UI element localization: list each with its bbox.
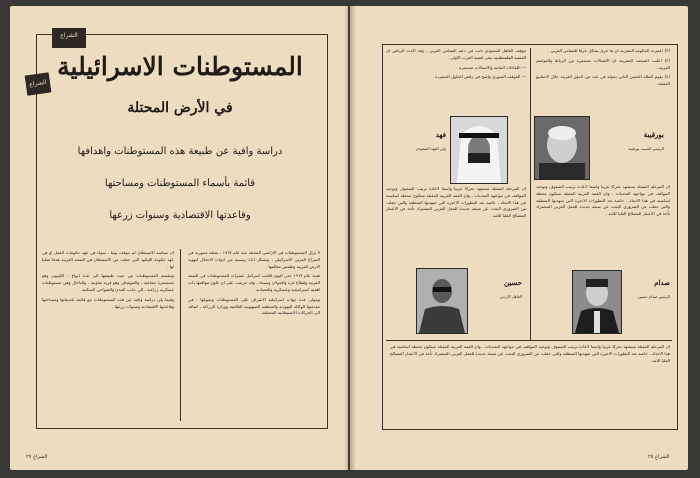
paragraph: (٣) اعلنت الصحف المغربية ان الاتصالات مستمرة بين الرباط والعواصم العربية . — [536, 57, 670, 70]
right-column-top-text — [536, 48, 670, 106]
paragraph: وتتولى عدة جهات اسرائيلية الاشراف على المستوطنات وتمويلها ، في مقدمتها الوكالة اليهودية والمنظمة الصهيونية العالمية ووزارة الزراعة ، اضافة الى الحركات الاستيطانية المختلفة . — [188, 296, 320, 316]
logo-text-bottom: الشراع — [28, 78, 48, 89]
left-page — [10, 6, 348, 470]
magazine-logo — [52, 28, 86, 48]
article-subtitle: في الأرض المحتلة — [127, 100, 233, 116]
paragraph: ان المرحلة المقبلة ستشهد تحركا عربيا واسعا لاعادة ترتيب الصفوف وتوحيد المواقف في مواجهة التحديات ، وان القمة العربية المقبلة ستكون محطة اساسية في هذا الاتجاه ، خاصة بعد التطورات الاخيرة التي شهدتها المنطقة والتي جعلت من الضروري البحث عن صيغة جديدة للعمل العربي المشترك تأخذ في الاعتبار المصالح العليا للامة . — [536, 184, 670, 217]
paragraph: ان المرحلة المقبلة ستشهد تحركا عربيا واسعا لاعادة ترتيب الصفوف وتوحيد المواقف في مواجهة التحديات ، وان القمة العربية المقبلة ستكون محطة اساسية في هذا الاتجاه ، خاصة بعد التطورات الاخيرة التي شهدتها المنطقة والتي جعلت من الضروري البحث عن صيغة جديدة للعمل العربي المشترك تأخذ في الاعتبار المصالح العليا للامة . — [390, 344, 670, 363]
left-article-column-left — [42, 250, 174, 422]
column-divider — [530, 48, 531, 340]
caption-name-saddam: صدام — [654, 278, 670, 287]
caption-name-hussein: حسين — [503, 278, 522, 287]
photo-fahd — [450, 116, 508, 184]
deck-line-2: قائمة بأسماء المستوطنات ومساحتها — [104, 178, 256, 189]
right-page — [350, 6, 688, 470]
paragraph: — اللقاءات الثنائية والاتصالات مستمرة . — [456, 64, 526, 70]
right-page-bottom-text — [390, 344, 670, 424]
page-number-left: الشراع ٢٧ — [26, 454, 48, 460]
paragraph: وفيما يلي دراسة وافية عن هذه المستوطنات مع قائمة باسمائها ومساحتها وقاعدتها الاقتصادية وسنوات زرعها . — [42, 296, 174, 309]
left-column-top-text — [386, 48, 526, 108]
deck-line-3: وقاعدتها الاقتصادية وسنوات زرعها — [109, 210, 251, 221]
caption-text-fahd: ولي العهد السعودي — [415, 146, 446, 151]
photo-saddam — [572, 270, 622, 334]
left-column-mid-text — [386, 186, 526, 264]
column-divider — [180, 249, 181, 421]
deck-line-1: دراسة وافية عن طبيعة هذه المستوطنات واهدافها — [77, 146, 283, 157]
logo-text-top: الشراع — [60, 32, 78, 39]
paragraph: (٢) اعتبرت الحكومة المغربية ان ما جرى يشكل خرقا للتضامن العربي . — [547, 48, 670, 53]
caption-name-bourguiba: بورقيبة — [643, 130, 664, 139]
photo-hussein — [416, 268, 468, 334]
caption-text-hussein: العاهل الاردني — [499, 294, 522, 299]
caption-text-bourguiba: الرئيس الحبيب بورقيبة — [628, 146, 664, 151]
paragraph: فمنذ عام ١٩٦٧ حتى اليوم اقامت اسرائيل عشرات المستوطنات في الضفة الغربية وقطاع غزة والجولان وسيناء ، وقد حرصت على ان تكون مواقعها ذات اهمية استراتيجية وعسكرية واقتصادية . — [188, 273, 320, 292]
photo-bourguiba — [534, 116, 590, 180]
article-title: المستوطنات الاسرائيلية — [57, 52, 303, 81]
right-column-mid-text — [536, 184, 670, 264]
paragraph: موقف العاهل السعودي ثابت في دعم التضامن العربي ، وقد اكدت الرياض ان القضية الفلسطينية تبقى قضية العرب الاولى . — [386, 48, 526, 60]
left-article-column-right — [188, 250, 320, 422]
paragraph: لا تزال المستوطنات في الاراضي المحتلة منذ عام ١٩٦٧ ، نقطة محورية في الصراع العربي الاسرائيلي ، وتشكل اداة رئيسية من ادوات الاحتلال لتهويد الارض العربية وطمس معالمها . — [188, 250, 320, 269]
paragraph: (٤) يقوم الملك الحسن الثاني بجولة في عدد من الدول العربية خلال الاسابيع المقبلة . — [536, 74, 670, 87]
paragraph: ان سياسة الاستيطان لم تتوقف يوما ، سواء في عهد حكومات العمل او في عهد حكومة الليكود التي جعلت من الاستيطان في الضفة الغربية هدفا معلنا لها . — [42, 250, 174, 269]
caption-name-fahd: فهد — [435, 130, 446, 139]
paragraph: ان المرحلة المقبلة ستشهد تحركا عربيا واسعا لاعادة ترتيب الصفوف وتوحيد المواقف في مواجهة التحديات ، وان القمة العربية المقبلة ستكون محطة اساسية في هذا الاتجاه ، خاصة بعد التطورات الاخيرة التي شهدتها المنطقة والتي جعلت من الضروري البحث عن صيغة جديدة للعمل العربي المشترك تأخذ في الاعتبار المصالح العليا للامة . — [386, 186, 526, 219]
horizontal-rule — [386, 340, 672, 341]
caption-text-saddam: الرئيس صدام حسين — [637, 294, 670, 299]
paragraph: — الموقف السوري واضح في رفض الحلول المنفردة . — [432, 74, 526, 80]
page-number-right: الشراع ٢٥ — [648, 454, 670, 460]
book-gutter — [344, 6, 356, 470]
paragraph: وتنقسم المستوطنات من حيث طبيعتها الى عدة انواع : الكيبوتز وهو مستعمرة جماعية ، والموشاف وهو قرية تعاونية ، والناحال وهي مستوطنات عسكرية زراعية ، الى جانب المدن والضواحي السكنية . — [42, 273, 174, 292]
